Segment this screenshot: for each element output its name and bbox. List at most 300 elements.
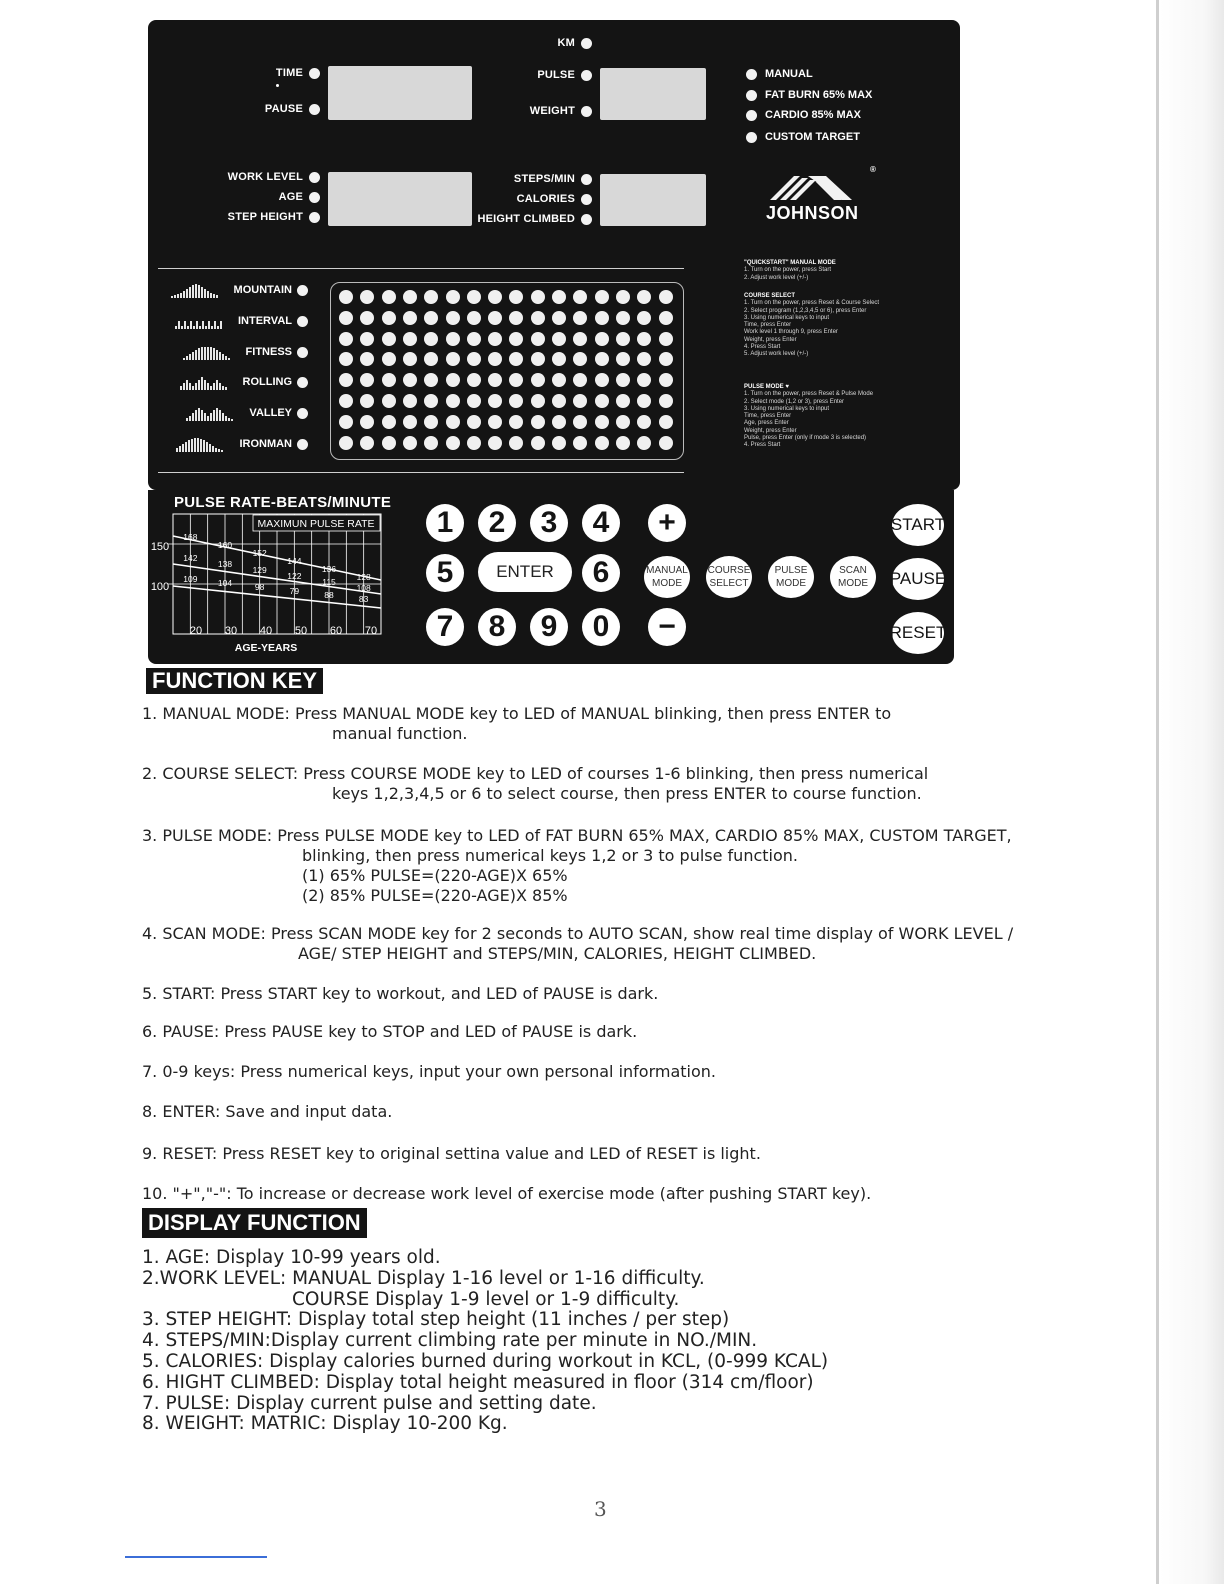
profile-bar: [207, 291, 209, 298]
profile-bar: [202, 321, 204, 329]
pause-indicator: PAUSE: [208, 103, 320, 115]
key-7[interactable]: 7: [426, 608, 464, 646]
matrix-led: [595, 352, 609, 366]
led-dot: [746, 90, 757, 101]
profile-bar: [210, 386, 212, 390]
matrix-led: [467, 332, 481, 346]
profile-bar: [215, 448, 217, 452]
age-indicator: AGE: [188, 191, 320, 203]
display-console: [148, 20, 960, 490]
chart-value-label: 115: [322, 577, 336, 587]
profile-bar: [186, 380, 188, 390]
matrix-led: [616, 436, 630, 450]
profile-bar: [191, 439, 193, 452]
reset-button[interactable]: RESET: [892, 612, 944, 654]
matrix-led: [659, 332, 673, 346]
profile-bar: [192, 413, 194, 421]
profile-bar: [180, 293, 182, 298]
key-0[interactable]: 0: [582, 608, 620, 646]
matrix-led: [488, 352, 502, 366]
x-tick-label: 40: [259, 625, 273, 637]
matrix-led: [637, 373, 651, 387]
profile-bar: [198, 285, 200, 298]
profile-bar: [212, 446, 214, 452]
profile-bar: [193, 326, 195, 329]
matrix-led: [488, 373, 502, 387]
led-dot: [309, 104, 320, 115]
pulse-display: [600, 68, 706, 120]
profile-bar: [186, 356, 188, 360]
pulse-mode-button[interactable]: PULSE MODE: [768, 556, 814, 598]
profile-bar: [219, 410, 221, 421]
matrix-led: [382, 311, 396, 325]
profile-bar: [189, 287, 191, 298]
matrix-led: [488, 290, 502, 304]
profile-bar: [190, 321, 192, 329]
matrix-led: [403, 332, 417, 346]
weight-indicator: WEIGHT: [480, 105, 592, 117]
matrix-led: [446, 290, 460, 304]
function-item-9: 9. RESET: Press RESET key to original settina value and LED of RESET is light.: [142, 1144, 761, 1163]
matrix-led: [360, 290, 374, 304]
profile-bar: [180, 386, 182, 390]
matrix-led: [424, 332, 438, 346]
matrix-led: [509, 352, 523, 366]
matrix-led: [382, 373, 396, 387]
matrix-led: [659, 373, 673, 387]
matrix-led: [467, 394, 481, 408]
led-dot: [297, 285, 308, 296]
function-item-3: 3. PULSE MODE: Press PULSE MODE key to LED of FAT BURN 65% MAX, CARDIO 85% MAX, CUSTOM TARGET, blinking, then press numerical keys 1,2 or 3 to pulse function. (1) 65% PULSE=(220-AGE)X 65% (2) 85% PULSE=(220-AGE)X 85%: [142, 826, 1012, 905]
led-dot: [581, 214, 592, 225]
program-mountain: MOUNTAIN: [156, 282, 308, 298]
brand-name: JOHNSON: [766, 203, 859, 223]
step-height-indicator: STEP HEIGHT: [188, 211, 320, 223]
profile-bar: [184, 321, 186, 329]
profile-bar: [216, 380, 218, 390]
matrix-led: [531, 332, 545, 346]
profile-bar: [207, 347, 209, 360]
matrix-led: [424, 394, 438, 408]
matrix-led: [509, 311, 523, 325]
matrix-led: [659, 415, 673, 429]
matrix-led: [403, 436, 417, 450]
profile-bar: [210, 347, 212, 360]
profile-bar: [186, 289, 188, 298]
matrix-led: [446, 394, 460, 408]
profile-bar: [222, 413, 224, 421]
steps-display: [600, 174, 706, 226]
matrix-led: [446, 373, 460, 387]
profile-bar: [189, 416, 191, 421]
led-dot: [309, 192, 320, 203]
profile-bar: [204, 380, 206, 390]
x-axis-label: AGE-YEARS: [234, 642, 298, 654]
chart-value-label: 108: [356, 583, 371, 593]
profile-bars-icon: [175, 313, 233, 329]
program-fitness: FITNESS: [156, 344, 308, 360]
matrix-led: [339, 436, 353, 450]
led-dot: [746, 110, 757, 121]
key-3[interactable]: 3: [530, 504, 568, 542]
profile-bar: [198, 408, 200, 421]
chart-value-label: 104: [217, 578, 233, 588]
matrix-led: [467, 352, 481, 366]
matrix-led: [595, 394, 609, 408]
matrix-led: [509, 415, 523, 429]
minus-button[interactable]: −: [648, 608, 686, 646]
x-tick-label: 20: [189, 625, 203, 637]
program-rolling: ROLLING: [156, 374, 308, 390]
pulse-mode-instructions: PULSE MODE ♥ 1. Turn on the power, press Reset & Pulse Mode 2. Select mode (1,2 or 3), press Enter 3. Using numerical keys to input Time, press Enter Age, press Enter Weight, press Enter Pulse, press Enter (only if mode 3 is selected) 4. Press Start: [744, 384, 874, 449]
profile-bar: [205, 326, 207, 329]
matrix-led: [616, 311, 630, 325]
program-interval: INTERVAL: [156, 313, 308, 329]
key-2[interactable]: 2: [478, 504, 516, 542]
led-dot: [297, 408, 308, 419]
profile-bar: [171, 296, 173, 298]
keypad-console: [148, 490, 954, 664]
matrix-led: [659, 352, 673, 366]
matrix-led: [552, 436, 566, 450]
key-6[interactable]: 6: [582, 554, 620, 592]
profile-bar: [210, 413, 212, 421]
profile-bar: [196, 321, 198, 329]
profile-bars-icon: [183, 344, 241, 360]
function-item-7: 7. 0-9 keys: Press numerical keys, input your own personal information.: [142, 1062, 716, 1081]
work-level-indicator: WORK LEVEL: [188, 171, 320, 183]
matrix-led: [467, 436, 481, 450]
chart-legend: MAXIMUN PULSE RATE: [257, 518, 375, 530]
divider: [158, 472, 684, 473]
chart-value-label: 79: [289, 586, 300, 596]
profile-bar: [189, 383, 191, 390]
chart-value-label: 128: [356, 572, 371, 582]
matrix-led: [595, 415, 609, 429]
registered-mark-icon: ®: [870, 165, 876, 174]
led-dot: [581, 38, 592, 49]
course-select-button[interactable]: COURSE SELECT: [706, 556, 752, 598]
profile-bar: [183, 291, 185, 298]
chart-value-label: 109: [183, 574, 198, 584]
profile-bar: [175, 326, 177, 329]
matrix-led: [616, 394, 630, 408]
matrix-led: [616, 373, 630, 387]
chart-value-label: 152: [252, 548, 267, 558]
profile-bar: [201, 347, 203, 360]
start-button[interactable]: START: [892, 504, 944, 546]
chart-value-label: 136: [321, 564, 337, 574]
key-5[interactable]: 5: [426, 554, 464, 592]
matrix-led: [446, 352, 460, 366]
height-climbed-indicator: HEIGHT CLIMBED: [440, 213, 592, 225]
time-indicator: TIME: [228, 67, 320, 79]
key-4[interactable]: 4: [582, 504, 620, 542]
matrix-led: [531, 436, 545, 450]
matrix-led: [573, 394, 587, 408]
program-valley: VALLEY: [156, 405, 308, 421]
matrix-led: [382, 290, 396, 304]
matrix-led: [382, 436, 396, 450]
matrix-led: [382, 394, 396, 408]
manual-mode-button[interactable]: MANUAL MODE: [644, 556, 690, 598]
profile-bar: [186, 418, 188, 421]
key-1[interactable]: 1: [426, 504, 464, 542]
matrix-led: [339, 332, 353, 346]
led-dot: [309, 68, 320, 79]
chart-value-label: 168: [183, 532, 198, 542]
matrix-led: [446, 332, 460, 346]
matrix-led: [637, 332, 651, 346]
matrix-led: [360, 373, 374, 387]
profile-bar: [176, 448, 178, 452]
matrix-led: [360, 436, 374, 450]
profile-bar: [221, 450, 223, 452]
profile-bar: [228, 358, 230, 360]
matrix-led: [552, 290, 566, 304]
function-item-6: 6. PAUSE: Press PAUSE key to STOP and LED of PAUSE is dark.: [142, 1022, 638, 1041]
matrix-led: [637, 436, 651, 450]
profile-bar: [204, 413, 206, 421]
matrix-led: [573, 311, 587, 325]
matrix-led: [595, 436, 609, 450]
display-function-list: 1. AGE: Display 10-99 years old. 2.WORK LEVEL: MANUAL Display 1-16 level or 1-16 difficulty. COURSE Display 1-9 level or 1-9 difficulty. 3. STEP HEIGHT: Display total step height (11 inches / per step) 4. STEPS/MIN:Display current climbing rate per minute in NO./MIN. 5. CALORIES: Display calories burned during workout in KCL, (0-999 KCAL) 6. HIGHT CLIMBED: Display total height measured in floor (314 cm/floor) 7. PULSE: Display current pulse and setting date. 8. WEIGHT: MATRIC: Display 10-200 Kg.: [142, 1247, 829, 1435]
matrix-led: [509, 373, 523, 387]
matrix-led: [552, 394, 566, 408]
matrix-led: [403, 352, 417, 366]
matrix-led: [382, 332, 396, 346]
chart-value-label: 122: [287, 571, 302, 581]
pulse-rate-chart: [148, 510, 398, 660]
profile-bar: [213, 294, 215, 298]
x-tick-label: 70: [364, 625, 378, 637]
led-dot: [297, 316, 308, 327]
profile-bar: [197, 438, 199, 452]
matrix-led: [616, 332, 630, 346]
profile-bar: [204, 347, 206, 360]
x-tick-label: 60: [329, 625, 343, 637]
km-indicator: KM: [480, 37, 592, 49]
key-8[interactable]: 8: [478, 608, 516, 646]
profile-bar: [213, 348, 215, 360]
profile-bar: [192, 285, 194, 298]
profile-bar: [178, 321, 180, 329]
matrix-led: [424, 311, 438, 325]
profile-bar: [222, 354, 224, 360]
profile-bar: [213, 383, 215, 390]
matrix-led: [509, 332, 523, 346]
matrix-led: [339, 352, 353, 366]
page-edge-shadow: [1160, 0, 1224, 1584]
matrix-led: [552, 352, 566, 366]
chart-value-label: 142: [183, 553, 198, 563]
course-select-instructions: COURSE SELECT 1. Turn on the power, press Reset & Course Select 2. Select program (1,2,3,4,5 or 6), press Enter 3. Using numerical keys to input Time, press Enter Work level 1 through 9, press Enter Weight, press Enter 4. Press Start 5. Adjust work level (+/-): [744, 293, 880, 358]
profile-bar: [225, 356, 227, 360]
function-item-8: 8. ENTER: Save and input data.: [142, 1102, 393, 1121]
led-dot: [581, 106, 592, 117]
matrix-led: [573, 352, 587, 366]
enter-button[interactable]: ENTER: [478, 552, 572, 592]
profile-bar: [214, 321, 216, 329]
function-item-10: 10. "+","-": To increase or decrease work level of exercise mode (after pushing START key).: [142, 1184, 872, 1203]
matrix-led: [467, 290, 481, 304]
matrix-led: [403, 311, 417, 325]
chart-title: PULSE RATE-BEATS/MINUTE: [174, 494, 392, 511]
display-function-heading: DISPLAY FUNCTION: [142, 1208, 367, 1238]
matrix-led: [360, 415, 374, 429]
profile-bar: [192, 386, 194, 390]
profile-bar: [218, 449, 220, 452]
profile-bar: [207, 416, 209, 421]
matrix-led: [573, 332, 587, 346]
matrix-led: [659, 290, 673, 304]
matrix-led: [360, 394, 374, 408]
matrix-led: [531, 373, 545, 387]
profile-bar: [216, 408, 218, 421]
matrix-led: [595, 373, 609, 387]
matrix-led: [446, 436, 460, 450]
matrix-led: [573, 436, 587, 450]
profile-bars-icon: [171, 282, 229, 298]
pause-button[interactable]: PAUSE: [892, 558, 944, 600]
profile-bar: [201, 377, 203, 390]
led-dot: [746, 69, 757, 80]
matrix-led: [659, 436, 673, 450]
matrix-led: [616, 415, 630, 429]
matrix-led: [552, 332, 566, 346]
page-edge-line: [1156, 0, 1159, 1584]
matrix-led: [552, 373, 566, 387]
colon-dot: [276, 84, 279, 87]
profile-bar: [194, 438, 196, 452]
page-number: 3: [594, 1497, 607, 1521]
matrix-led: [403, 415, 417, 429]
profile-bar: [203, 440, 205, 452]
profile-bar: [231, 419, 233, 421]
profile-bar: [199, 326, 201, 329]
matrix-led: [552, 415, 566, 429]
mode-fat-burn: FAT BURN 65% MAX: [746, 89, 872, 101]
matrix-led: [573, 373, 587, 387]
profile-bars-icon: [176, 436, 234, 452]
profile-bar: [195, 284, 197, 298]
calories-indicator: CALORIES: [460, 193, 592, 205]
profile-bar: [182, 444, 184, 452]
matrix-led: [637, 290, 651, 304]
profile-bar: [177, 294, 179, 298]
matrix-led: [339, 373, 353, 387]
matrix-led: [339, 290, 353, 304]
matrix-led: [573, 415, 587, 429]
profile-bar: [208, 321, 210, 329]
matrix-led: [509, 394, 523, 408]
profile-bars-icon: [186, 405, 244, 421]
profile-bar: [201, 410, 203, 421]
matrix-led: [573, 290, 587, 304]
profile-bar: [222, 386, 224, 390]
chart-value-label: 160: [217, 540, 233, 550]
led-dot: [581, 194, 592, 205]
led-dot: [581, 70, 592, 81]
matrix-led: [531, 352, 545, 366]
profile-bar: [211, 326, 213, 329]
matrix-led: [488, 415, 502, 429]
profile-bar: [185, 442, 187, 452]
matrix-led: [424, 373, 438, 387]
profile-bar: [187, 326, 189, 329]
profile-bar: [179, 446, 181, 452]
scan-mode-button[interactable]: SCAN MODE: [830, 556, 876, 598]
matrix-led: [488, 332, 502, 346]
pulse-indicator: PULSE: [480, 69, 592, 81]
matrix-led: [616, 290, 630, 304]
function-item-4: 4. SCAN MODE: Press SCAN MODE key for 2 seconds to AUTO SCAN, show real time display of WORK LEVEL / AGE/ STEP HEIGHT and STEPS/MIN, CALORIES, HEIGHT CLIMBED.: [142, 924, 1014, 963]
mode-cardio: CARDIO 85% MAX: [746, 109, 861, 121]
matrix-led: [424, 436, 438, 450]
chart-value-label: 144: [287, 556, 302, 566]
matrix-led: [360, 352, 374, 366]
matrix-led: [509, 290, 523, 304]
matrix-led: [424, 415, 438, 429]
time-display: [328, 66, 472, 120]
matrix-led: [339, 415, 353, 429]
matrix-led: [360, 311, 374, 325]
divider: [158, 268, 684, 269]
led-dot: [297, 347, 308, 358]
matrix-led: [637, 415, 651, 429]
profile-bar: [189, 354, 191, 360]
matrix-led: [595, 332, 609, 346]
heart-icon: ♥: [785, 384, 789, 390]
matrix-led: [382, 415, 396, 429]
quickstart-instructions: "QUICKSTART" MANUAL MODE 1. Turn on the power, press Start 2. Adjust work level (+/-): [744, 260, 836, 281]
profile-bar: [195, 410, 197, 421]
profile-bar: [201, 287, 203, 298]
matrix-led: [488, 311, 502, 325]
matrix-led: [659, 394, 673, 408]
chart-value-label: 98: [254, 582, 265, 592]
chart-value-label: 138: [217, 559, 233, 569]
mode-manual: MANUAL: [746, 68, 813, 80]
profile-bar: [225, 416, 227, 421]
profile-bar: [213, 410, 215, 421]
matrix-led: [467, 373, 481, 387]
profile-bar: [216, 295, 218, 298]
function-item-5: 5. START: Press START key to workout, and LED of PAUSE is dark.: [142, 984, 659, 1003]
mode-custom-target: CUSTOM TARGET: [746, 131, 860, 143]
chart-value-label: 129: [252, 565, 267, 575]
matrix-led: [488, 436, 502, 450]
matrix-led: [403, 290, 417, 304]
matrix-led: [531, 394, 545, 408]
matrix-led: [446, 415, 460, 429]
key-9[interactable]: 9: [530, 608, 568, 646]
matrix-led: [616, 352, 630, 366]
profile-bar: [220, 321, 222, 329]
profile-bar: [183, 358, 185, 360]
led-dot: [297, 377, 308, 388]
x-tick-label: 30: [224, 625, 238, 637]
y-tick-100: 100: [150, 581, 170, 593]
matrix-led: [595, 290, 609, 304]
plus-button[interactable]: +: [648, 504, 686, 542]
matrix-led: [637, 352, 651, 366]
matrix-led: [552, 311, 566, 325]
matrix-led: [403, 373, 417, 387]
led-dot: [581, 174, 592, 185]
matrix-led: [467, 311, 481, 325]
matrix-led: [531, 290, 545, 304]
